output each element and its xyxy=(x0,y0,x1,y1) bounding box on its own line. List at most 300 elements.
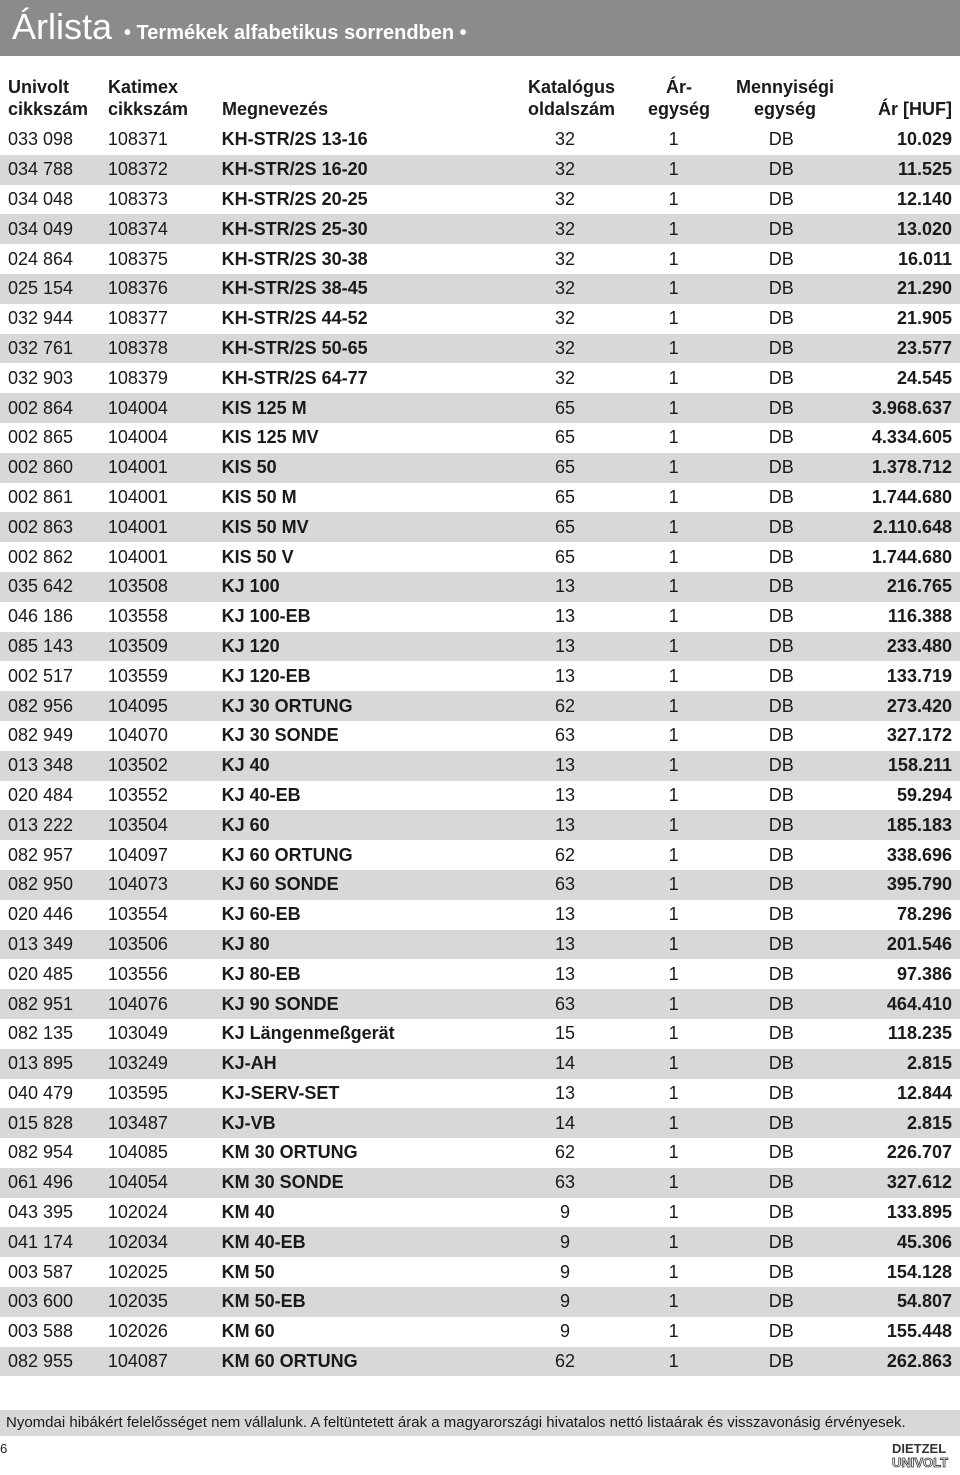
univolt-number: 002 865 xyxy=(8,427,74,448)
catalog-page: 32 xyxy=(554,308,576,329)
price-unit: 1 xyxy=(668,308,679,329)
product-name: KM 50 xyxy=(221,1261,275,1282)
price: 226.707 xyxy=(886,1142,952,1163)
catalog-page: 13 xyxy=(503,751,627,781)
catalog-page: 13 xyxy=(554,665,576,686)
katimex-number: 103558 xyxy=(107,606,168,627)
price: 12.140 xyxy=(896,188,952,209)
product-name: KH-STR/2S 50-65 xyxy=(222,334,504,364)
product-name: KJ 60 ORTUNG xyxy=(221,844,353,865)
product-name: KJ 80 xyxy=(222,930,504,960)
catalog-page: 9 xyxy=(559,1202,570,1223)
table-row xyxy=(0,1168,960,1198)
katimex-number: 103249 xyxy=(108,1049,222,1079)
product-name: KH-STR/2S 25-30 xyxy=(222,214,504,244)
product-name: KIS 50 V xyxy=(221,546,294,567)
header-name: Megnevezés xyxy=(222,99,329,119)
univolt-number: 002 861 xyxy=(8,486,74,507)
quantity-unit: DB xyxy=(720,1108,842,1138)
price-unit: 1 xyxy=(627,1108,721,1138)
price: 133.719 xyxy=(886,665,952,686)
catalog-page: 65 xyxy=(503,393,627,423)
price-unit: 1 xyxy=(668,904,679,925)
catalog-page: 9 xyxy=(503,1287,627,1317)
product-name: KM 40-EB xyxy=(222,1227,504,1257)
katimex-number: 104001 xyxy=(108,512,222,542)
price: 13.020 xyxy=(842,214,960,244)
product-name: KJ Längenmeßgerät xyxy=(221,1023,395,1044)
price-unit: 1 xyxy=(627,393,721,423)
price: 54.807 xyxy=(842,1287,960,1317)
table-row xyxy=(0,781,960,811)
table-row xyxy=(0,900,960,930)
product-name: KM 60 ORTUNG xyxy=(222,1347,504,1377)
katimex-number: 103504 xyxy=(108,810,222,840)
product-name: KJ-VB xyxy=(222,1108,504,1138)
catalog-page: 15 xyxy=(554,1023,576,1044)
quantity-unit: DB xyxy=(768,1023,794,1044)
univolt-number: 013 349 xyxy=(0,930,108,960)
quantity-unit: DB xyxy=(768,665,794,686)
catalog-page: 14 xyxy=(503,1108,627,1138)
quantity-unit: DB xyxy=(768,784,794,805)
product-name: KIS 125 M xyxy=(222,393,504,423)
price-unit: 1 xyxy=(668,963,679,984)
product-name: KJ 80-EB xyxy=(221,963,301,984)
price: 23.577 xyxy=(842,334,960,364)
price: 1.744.680 xyxy=(871,546,952,567)
header-univolt: Univolt cikkszám xyxy=(8,77,89,119)
price-unit: 1 xyxy=(627,214,721,244)
product-name: KJ-AH xyxy=(222,1049,504,1079)
price-unit: 1 xyxy=(627,1227,721,1257)
price: 1.744.680 xyxy=(871,486,952,507)
univolt-number: 020 446 xyxy=(8,904,74,925)
header-price: Ár [HUF] xyxy=(878,99,952,119)
quantity-unit: DB xyxy=(768,427,794,448)
price: 262.863 xyxy=(842,1347,960,1377)
product-name: KIS 125 MV xyxy=(221,427,319,448)
univolt-number: 043 395 xyxy=(8,1202,74,1223)
product-name: KJ 40 xyxy=(222,751,504,781)
price-unit: 1 xyxy=(627,810,721,840)
quantity-unit: DB xyxy=(768,725,794,746)
univolt-number: 082 957 xyxy=(8,844,74,865)
table-row xyxy=(0,542,960,572)
product-name: KJ 100-EB xyxy=(221,606,311,627)
table-header xyxy=(0,76,960,122)
page-subtitle: • Termékek alfabetikus sorrendben • xyxy=(124,22,467,44)
price: 2.110.648 xyxy=(842,512,960,542)
univolt-number: 015 828 xyxy=(0,1108,108,1138)
catalog-page: 65 xyxy=(554,546,576,567)
price: 2.815 xyxy=(842,1049,960,1079)
katimex-number: 103554 xyxy=(107,904,168,925)
katimex-number: 104097 xyxy=(107,844,168,865)
catalog-page: 14 xyxy=(503,1049,627,1079)
table-row xyxy=(0,989,960,1019)
catalog-page: 13 xyxy=(503,930,627,960)
price: 45.306 xyxy=(842,1227,960,1257)
catalog-page: 13 xyxy=(554,904,576,925)
product-name: KJ 120 xyxy=(222,632,504,662)
katimex-number: 108371 xyxy=(107,129,168,150)
quantity-unit: DB xyxy=(768,963,794,984)
quantity-unit: DB xyxy=(720,989,842,1019)
quantity-unit: DB xyxy=(720,453,842,483)
katimex-number: 102034 xyxy=(108,1227,222,1257)
catalog-page: 13 xyxy=(554,963,576,984)
katimex-number: 103595 xyxy=(107,1082,168,1103)
table-row xyxy=(0,810,960,840)
price: 118.235 xyxy=(887,1023,952,1044)
quantity-unit: DB xyxy=(720,334,842,364)
univolt-number: 002 517 xyxy=(8,665,74,686)
price-unit: 1 xyxy=(627,751,721,781)
catalog-page: 63 xyxy=(503,989,627,1019)
table-row xyxy=(0,363,960,393)
catalog-page: 13 xyxy=(554,606,576,627)
univolt-number: 002 862 xyxy=(8,546,74,567)
catalog-page: 62 xyxy=(554,1142,576,1163)
univolt-number: 034 048 xyxy=(8,188,74,209)
catalog-page: 65 xyxy=(554,427,576,448)
univolt-number: 013 222 xyxy=(0,810,108,840)
univolt-number: 002 864 xyxy=(0,393,108,423)
price: 158.211 xyxy=(842,751,960,781)
price-unit: 1 xyxy=(627,930,721,960)
price-unit: 1 xyxy=(668,1261,679,1282)
price-unit: 1 xyxy=(627,1287,721,1317)
price-unit: 1 xyxy=(668,1082,679,1103)
katimex-number: 104004 xyxy=(108,393,222,423)
product-name: KJ-SERV-SET xyxy=(221,1082,340,1103)
univolt-number: 082 135 xyxy=(8,1023,74,1044)
quantity-unit: DB xyxy=(720,930,842,960)
katimex-number: 103508 xyxy=(108,572,222,602)
price-unit: 1 xyxy=(627,870,721,900)
price: 2.815 xyxy=(842,1108,960,1138)
price-unit: 1 xyxy=(627,512,721,542)
price-table xyxy=(0,125,960,1376)
univolt-number: 082 956 xyxy=(0,691,108,721)
table-row xyxy=(0,1108,960,1138)
catalog-page: 13 xyxy=(554,784,576,805)
price-unit: 1 xyxy=(668,546,679,567)
katimex-number: 104004 xyxy=(107,427,168,448)
product-name: KH-STR/2S 20-25 xyxy=(221,188,368,209)
product-name: KM 40 xyxy=(221,1202,275,1223)
header-katimex: Katimex cikkszám xyxy=(108,77,189,119)
table-row xyxy=(0,125,960,155)
quantity-unit: DB xyxy=(720,810,842,840)
catalog-page: 65 xyxy=(503,453,627,483)
product-name: KIS 50 MV xyxy=(222,512,504,542)
quantity-unit: DB xyxy=(768,546,794,567)
product-name: KH-STR/2S 38-45 xyxy=(222,274,504,304)
table-row xyxy=(0,1317,960,1347)
catalog-page: 32 xyxy=(554,188,576,209)
product-name: KJ 40-EB xyxy=(221,784,301,805)
price-unit: 1 xyxy=(668,784,679,805)
product-name: KJ 100 xyxy=(222,572,504,602)
katimex-number: 103552 xyxy=(107,784,168,805)
catalog-page: 32 xyxy=(503,334,627,364)
quantity-unit: DB xyxy=(768,188,794,209)
catalog-page: 32 xyxy=(554,367,576,388)
price: 338.696 xyxy=(886,844,952,865)
univolt-number: 035 642 xyxy=(0,572,108,602)
quantity-unit: DB xyxy=(768,248,794,269)
price: 116.388 xyxy=(887,606,952,627)
table-row xyxy=(0,214,960,244)
katimex-number: 102024 xyxy=(107,1202,168,1223)
table-row xyxy=(0,840,960,870)
katimex-number: 103509 xyxy=(108,632,222,662)
quantity-unit: DB xyxy=(720,691,842,721)
quantity-unit: DB xyxy=(720,214,842,244)
catalog-page: 32 xyxy=(554,248,576,269)
price-unit: 1 xyxy=(668,1023,679,1044)
table-row xyxy=(0,512,960,542)
table-row xyxy=(0,632,960,662)
table-row xyxy=(0,274,960,304)
price-unit: 1 xyxy=(627,155,721,185)
katimex-number: 108378 xyxy=(108,334,222,364)
price-unit: 1 xyxy=(668,188,679,209)
price: 133.895 xyxy=(886,1202,952,1223)
price: 10.029 xyxy=(896,129,952,150)
table-row xyxy=(0,1347,960,1377)
table-row xyxy=(0,1257,960,1287)
table-row xyxy=(0,1049,960,1079)
table-row xyxy=(0,483,960,513)
katimex-number: 104001 xyxy=(108,453,222,483)
catalog-page: 32 xyxy=(503,155,627,185)
quantity-unit: DB xyxy=(768,904,794,925)
univolt-number: 082 955 xyxy=(0,1347,108,1377)
univolt-number: 003 587 xyxy=(8,1261,74,1282)
quantity-unit: DB xyxy=(768,1261,794,1282)
katimex-number: 108376 xyxy=(108,274,222,304)
univolt-number: 025 154 xyxy=(0,274,108,304)
catalog-page: 9 xyxy=(559,1261,570,1282)
price: 155.448 xyxy=(886,1321,952,1342)
quantity-unit: DB xyxy=(720,393,842,423)
disclaimer: Nyomdai hibákért felelősséget nem vállalunk. A feltüntetett árak a magyarországi hivatalos nettó listaárak és visszavonásig érvényesek. xyxy=(6,1414,906,1431)
catalog-page: 9 xyxy=(559,1321,570,1342)
quantity-unit: DB xyxy=(720,274,842,304)
univolt-number: 034 049 xyxy=(0,214,108,244)
table-row xyxy=(0,155,960,185)
price: 97.386 xyxy=(896,963,952,984)
price: 395.790 xyxy=(842,870,960,900)
quantity-unit: DB xyxy=(768,1082,794,1103)
price: 327.612 xyxy=(842,1168,960,1198)
svg-text:DIETZEL: DIETZEL xyxy=(892,1441,947,1456)
price: 3.968.637 xyxy=(842,393,960,423)
univolt-number: 003 600 xyxy=(0,1287,108,1317)
univolt-number: 013 348 xyxy=(0,751,108,781)
univolt-number: 013 895 xyxy=(0,1049,108,1079)
univolt-number: 020 485 xyxy=(8,963,74,984)
quantity-unit: DB xyxy=(768,367,794,388)
catalog-page: 32 xyxy=(503,274,627,304)
univolt-number: 046 186 xyxy=(8,606,74,627)
katimex-number: 108372 xyxy=(108,155,222,185)
product-name: KH-STR/2S 16-20 xyxy=(222,155,504,185)
price: 21.905 xyxy=(896,308,952,329)
table-row xyxy=(0,1198,960,1228)
footer-bar xyxy=(0,1410,960,1436)
table-row xyxy=(0,691,960,721)
quantity-unit: DB xyxy=(768,308,794,329)
page-title: Árlista xyxy=(12,6,113,47)
univolt-number: 040 479 xyxy=(8,1082,74,1103)
univolt-number: 082 949 xyxy=(8,725,74,746)
price: 201.546 xyxy=(842,930,960,960)
price: 154.128 xyxy=(886,1261,952,1282)
univolt-number: 061 496 xyxy=(0,1168,108,1198)
product-name: KH-STR/2S 13-16 xyxy=(221,129,368,150)
univolt-number: 082 951 xyxy=(0,989,108,1019)
price: 78.296 xyxy=(896,904,952,925)
catalog-page: 9 xyxy=(503,1227,627,1257)
katimex-number: 104095 xyxy=(108,691,222,721)
univolt-number: 032 903 xyxy=(8,367,74,388)
price-unit: 1 xyxy=(668,665,679,686)
katimex-number: 108373 xyxy=(107,188,168,209)
quantity-unit: DB xyxy=(720,751,842,781)
table-row xyxy=(0,1287,960,1317)
product-name: KIS 50 M xyxy=(221,486,297,507)
univolt-number: 082 950 xyxy=(0,870,108,900)
katimex-number: 102025 xyxy=(107,1261,168,1282)
price-unit: 1 xyxy=(627,691,721,721)
product-name: KJ 30 ORTUNG xyxy=(222,691,504,721)
price-unit: 1 xyxy=(668,367,679,388)
table-row xyxy=(0,1227,960,1257)
product-name: KM 60 xyxy=(221,1321,275,1342)
table-row xyxy=(0,721,960,751)
katimex-number: 103049 xyxy=(107,1023,168,1044)
katimex-number: 104085 xyxy=(107,1142,168,1163)
price-unit: 1 xyxy=(627,1168,721,1198)
catalog-page: 13 xyxy=(554,1082,576,1103)
price-unit: 1 xyxy=(627,989,721,1019)
svg-text:UNIVOLT: UNIVOLT xyxy=(892,1455,949,1470)
product-name: KIS 50 xyxy=(222,453,504,483)
quantity-unit: DB xyxy=(768,486,794,507)
price: 185.183 xyxy=(842,810,960,840)
catalog-page: 63 xyxy=(503,1168,627,1198)
katimex-number: 104070 xyxy=(107,725,168,746)
price-unit: 1 xyxy=(668,129,679,150)
catalog-page: 62 xyxy=(554,844,576,865)
univolt-number: 032 944 xyxy=(8,308,74,329)
quantity-unit: DB xyxy=(768,129,794,150)
price-unit: 1 xyxy=(668,486,679,507)
price: 59.294 xyxy=(896,784,952,805)
quantity-unit: DB xyxy=(720,1049,842,1079)
table-row xyxy=(0,959,960,989)
univolt-number: 034 788 xyxy=(0,155,108,185)
quantity-unit: DB xyxy=(768,1321,794,1342)
table-row xyxy=(0,334,960,364)
univolt-number: 002 863 xyxy=(0,512,108,542)
quantity-unit: DB xyxy=(768,606,794,627)
table-row xyxy=(0,453,960,483)
catalog-page: 13 xyxy=(503,810,627,840)
katimex-number: 108375 xyxy=(107,248,168,269)
katimex-number: 102035 xyxy=(108,1287,222,1317)
price-unit: 1 xyxy=(668,1321,679,1342)
katimex-number: 103506 xyxy=(108,930,222,960)
price: 233.480 xyxy=(842,632,960,662)
price-unit: 1 xyxy=(627,1347,721,1377)
katimex-number: 103559 xyxy=(107,665,168,686)
title-bar xyxy=(0,0,960,56)
price-unit: 1 xyxy=(668,427,679,448)
quantity-unit: DB xyxy=(720,1347,842,1377)
product-name: KJ 30 SONDE xyxy=(221,725,339,746)
table-row xyxy=(0,185,960,215)
univolt-number: 003 588 xyxy=(8,1321,74,1342)
price: 273.420 xyxy=(842,691,960,721)
katimex-number: 104076 xyxy=(108,989,222,1019)
product-name: KM 30 SONDE xyxy=(222,1168,504,1198)
table-row xyxy=(0,304,960,334)
quantity-unit: DB xyxy=(720,1227,842,1257)
catalog-page: 63 xyxy=(503,870,627,900)
quantity-unit: DB xyxy=(720,870,842,900)
katimex-number: 104087 xyxy=(108,1347,222,1377)
quantity-unit: DB xyxy=(720,1168,842,1198)
table-row xyxy=(0,1138,960,1168)
katimex-number: 108379 xyxy=(107,367,168,388)
price-unit: 1 xyxy=(668,725,679,746)
price: 464.410 xyxy=(842,989,960,1019)
katimex-number: 103502 xyxy=(108,751,222,781)
price-unit: 1 xyxy=(668,1202,679,1223)
price-unit: 1 xyxy=(668,844,679,865)
price-unit: 1 xyxy=(627,453,721,483)
catalog-page: 13 xyxy=(503,632,627,662)
quantity-unit: DB xyxy=(720,155,842,185)
product-name: KH-STR/2S 64-77 xyxy=(221,367,368,388)
table-row xyxy=(0,423,960,453)
katimex-number: 103487 xyxy=(108,1108,222,1138)
quantity-unit: DB xyxy=(768,844,794,865)
table-row xyxy=(0,751,960,781)
katimex-number: 103556 xyxy=(107,963,168,984)
katimex-number: 104054 xyxy=(108,1168,222,1198)
price: 12.844 xyxy=(896,1082,952,1103)
dietzel-univolt-logo xyxy=(890,1440,956,1470)
table-row xyxy=(0,602,960,632)
table-row xyxy=(0,1079,960,1109)
univolt-number: 020 484 xyxy=(8,784,74,805)
product-name: KH-STR/2S 44-52 xyxy=(221,308,368,329)
price: 327.172 xyxy=(886,725,952,746)
katimex-number: 104073 xyxy=(108,870,222,900)
univolt-number: 024 864 xyxy=(8,248,74,269)
product-name: KM 50-EB xyxy=(222,1287,504,1317)
univolt-number: 085 143 xyxy=(0,632,108,662)
product-name: KH-STR/2S 30-38 xyxy=(221,248,368,269)
catalog-page: 63 xyxy=(554,725,576,746)
price-unit: 1 xyxy=(627,572,721,602)
